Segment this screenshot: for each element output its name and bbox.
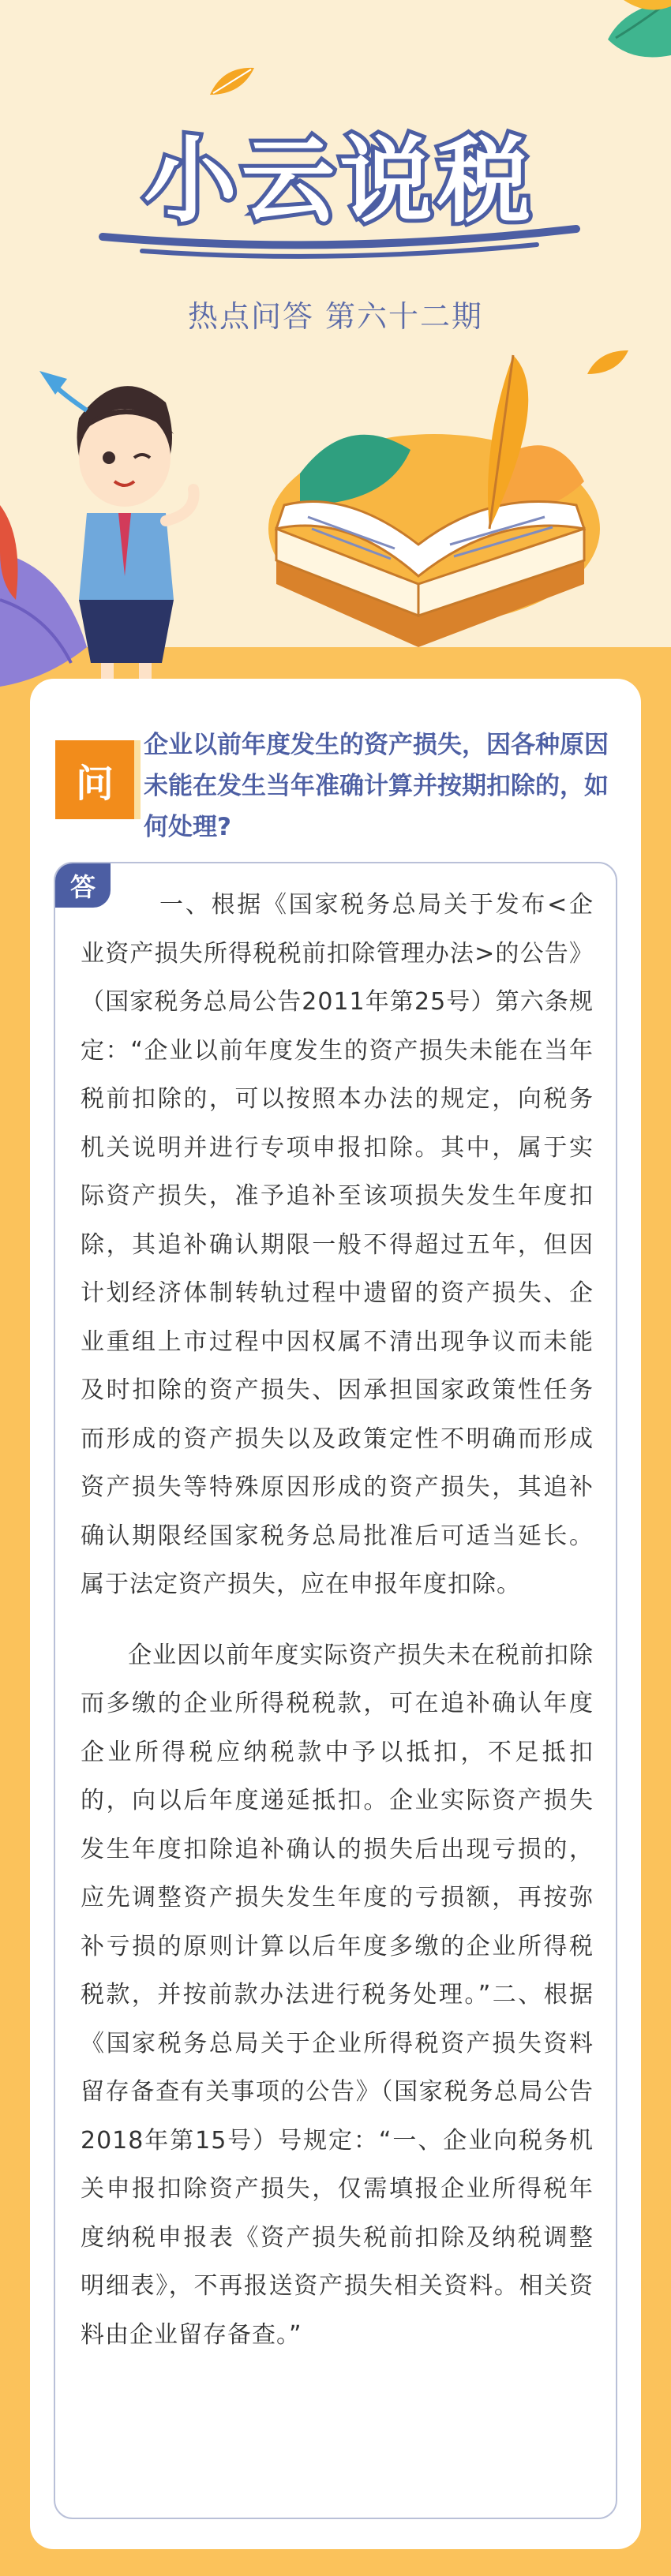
answer-paragraph: 一、根据《国家税务总局关于发布<企业资产损失所得税税前扣除管理办法>的公告》（国家税务总局公告2011年第25号）第六条规定：“企业以前年度发生的资产损失未能在当年税前扣除的，可以按照本办法的规定，向税务机关说明并进行专项申报扣除。其中，属于实际资产损失，准予追补至该项损失发生年度扣除，其追补确认期限一般不得超过五年，但因计划经济体制转轨过程中遗留的资产损失、企业重组上市过程中因权属不清出现争议而未能及时扣除的资产损失、因承担国家政策性任务而形成的资产损失以及政策定性不明确而形成资产损失等特殊原因形成的资产损失，其追补确认期限经国家税务总局批准后可适当延长。属于法定资产损失，应在申报年度扣除。: [81, 891, 594, 1598]
girl-mascot: [24, 347, 205, 718]
book-illustration: [253, 347, 600, 679]
title-logo: [95, 118, 584, 260]
app-title: 小云说税: [143, 129, 536, 234]
issue-subtitle: 热点问答 第六十二期: [187, 299, 484, 334]
question-block: [55, 724, 608, 867]
leaf-decoration: [207, 63, 257, 103]
question-text: 企业以前年度发生的资产损失，因各种原因未能在发生当年准确计算并按期扣除的，如何处理?: [144, 731, 609, 841]
leaf-decoration: [576, 0, 671, 79]
answer-badge: 答: [55, 863, 111, 908]
answer-text: [81, 881, 594, 2359]
question-badge: 问: [55, 740, 141, 819]
answer-paragraph: 企业因以前年度实际资产损失未在税前扣除而多缴的企业所得税税款，可在追补确认年度企业所得税应纳税款中予以抵扣，不足抵扣的，向以后年度递延抵扣。企业实际资产损失发生年度扣除追补确认的损失后出现亏损的，应先调整资产损失发生年度的亏损额，再按弥补亏损的原则计算以后年度多缴的企业所得税税款，并按前款办法进行税务处理。”二、根据《国家税务总局关于企业所得税资产损失资料留存备查有关事项的公告》（国家税务总局公告2018年第15号）号规定：“一、企业向税务机关申报扣除资产损失，仅需填报企业所得税年度纳税申报表《资产损失税前扣除及纳税调整明细表》，不再报送资产损失相关资料。相关资料由企业留存备查。”: [81, 1641, 594, 2349]
